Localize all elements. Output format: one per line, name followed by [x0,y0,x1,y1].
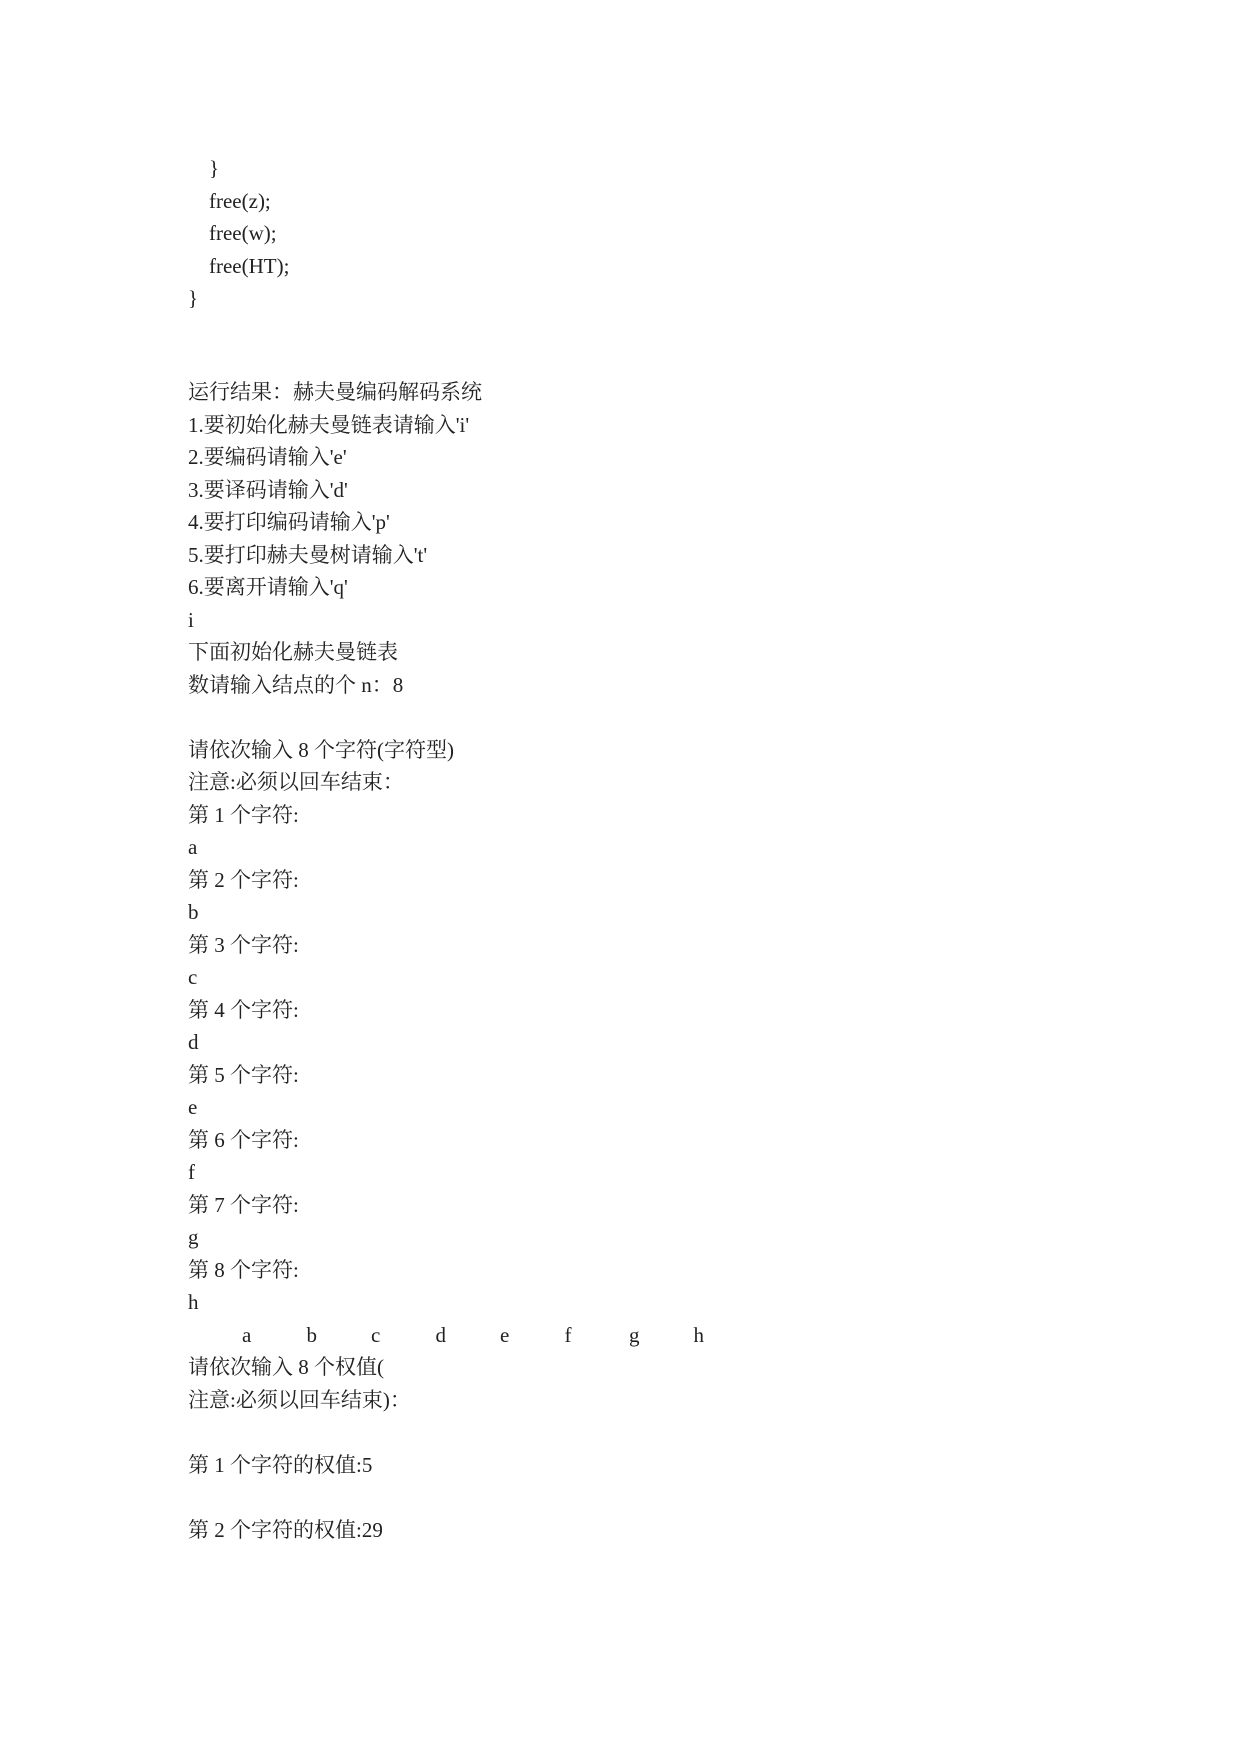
char-list-item: a [242,1322,252,1347]
char-value: c [188,965,198,989]
init-message: 下面初始化赫夫曼链表 [188,640,398,664]
weight-entry: 第 1 个字符的权值:5 [188,1452,373,1477]
code-snippet [188,152,289,315]
char-value: g [188,1225,199,1249]
char-list-item: f [564,1322,572,1347]
weights-prompt: 请依次输入 8 个权值( [188,1355,384,1379]
weight-entry: 第 2 个字符的权值:29 [188,1517,383,1542]
user-input-i: i [188,607,194,632]
menu-item-encode: 2.要编码请输入'e' [188,445,347,469]
char-value: a [188,835,198,859]
blank-line [188,1481,758,1514]
char-list-item: h [693,1322,704,1347]
char-list-item: c [371,1322,381,1347]
char-value: b [188,900,199,924]
code-line: } [209,156,220,180]
char-list-row [188,1319,758,1352]
char-prompt: 第 7 个字符: [188,1192,299,1217]
char-prompt: 第 6 个字符: [188,1127,299,1152]
blank-line [188,1416,758,1449]
char-prompt: 第 5 个字符: [188,1062,299,1087]
code-line: free(HT); [209,253,290,278]
program-output [188,376,758,1546]
code-line: free(z); [209,188,271,213]
code-line: } [188,286,199,310]
char-list-item: e [500,1322,510,1347]
char-prompt: 第 1 个字符: [188,802,299,827]
char-value: h [188,1290,199,1314]
char-list-item: d [435,1322,446,1347]
char-list-item: b [306,1322,317,1347]
char-value: e [188,1095,198,1119]
chars-note: 注意:必须以回车结束： [188,770,404,794]
char-prompt: 第 3 个字符: [188,932,299,957]
weights-note: 注意:必须以回车结束)： [188,1387,411,1412]
blank-line [188,701,758,734]
char-prompt: 第 2 个字符: [188,867,299,892]
char-list-item: g [629,1322,640,1347]
menu-item-decode: 3.要译码请输入'd' [188,477,348,502]
menu-item-print-tree: 5.要打印赫夫曼树请输入't' [188,542,428,567]
menu-item-init: 1.要初始化赫夫曼链表请输入'i' [188,412,470,437]
menu-item-print-code: 4.要打印编码请输入'p' [188,510,390,534]
char-prompt: 第 8 个字符: [188,1257,299,1282]
char-prompt: 第 4 个字符: [188,997,299,1022]
code-line: free(w); [209,221,277,245]
chars-prompt: 请依次输入 8 个字符(字符型) [188,737,454,762]
count-prompt: 数请输入结点的个 n：8 [188,672,404,697]
char-value: f [188,1160,195,1184]
menu-item-quit: 6.要离开请输入'q' [188,575,348,599]
output-title: 运行结果：赫夫曼编码解码系统 [188,380,482,404]
char-value: d [188,1030,199,1054]
